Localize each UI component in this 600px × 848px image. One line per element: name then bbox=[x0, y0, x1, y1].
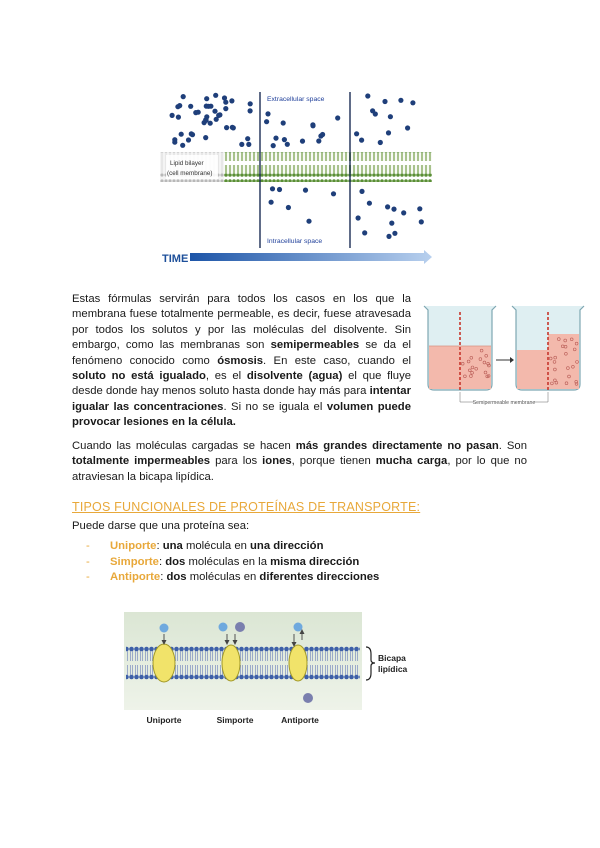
molecule bbox=[367, 201, 372, 206]
molecule bbox=[214, 117, 219, 122]
molecule bbox=[320, 132, 325, 137]
transport-type-item bbox=[86, 539, 379, 555]
molecule bbox=[398, 98, 403, 103]
text-run: , porque tienen bbox=[291, 455, 376, 468]
intro-text: Puede darse que una proteína sea: bbox=[72, 520, 250, 532]
molecule bbox=[282, 137, 287, 142]
text-run: . Si no se iguala el bbox=[223, 400, 327, 413]
molecule bbox=[179, 132, 184, 137]
molecule bbox=[356, 215, 361, 220]
bold-text: volumen puede provocar lesiones en la célula. bbox=[72, 400, 411, 429]
text-run: Estas fórmulas servirán para todos los casos en los que la membrana fuese totalmente permeable, es decir, fuese atravesada por todos los solutos y por las moléculas del disolvente. Sin embargo, como las membranas son bbox=[72, 293, 411, 352]
molecule bbox=[359, 189, 364, 194]
text-run: moléculas en la bbox=[185, 555, 271, 568]
bicapa-label-line1: Bicapa bbox=[378, 653, 406, 663]
text-run: para los bbox=[210, 455, 263, 468]
bilayer-green bbox=[224, 152, 432, 182]
molecule bbox=[265, 111, 270, 116]
bold-text: más grandes directamente no pasan bbox=[295, 440, 499, 452]
molecule bbox=[285, 142, 290, 147]
bilayer-brace bbox=[366, 647, 375, 680]
transport-type-item bbox=[86, 570, 379, 586]
molecule bbox=[382, 99, 387, 104]
bold-text: disolvente (agua) bbox=[246, 370, 343, 383]
text-run: : bbox=[160, 571, 167, 583]
bold-text: ósmosis bbox=[217, 354, 264, 367]
molecule bbox=[229, 98, 234, 103]
bold-text: misma dirección bbox=[270, 555, 360, 568]
text-run: Cuando las moléculas cargadas se hacen bbox=[72, 440, 296, 452]
molecule bbox=[417, 206, 422, 211]
molecule bbox=[273, 136, 278, 141]
simporte-label: Simporte bbox=[216, 715, 254, 725]
text-run: el que fluye desde donde hay menos soluto hasta donde hay más para bbox=[72, 370, 411, 398]
molecule bbox=[177, 103, 182, 108]
molecule bbox=[359, 138, 364, 143]
molecule bbox=[170, 113, 175, 118]
molecule bbox=[300, 139, 305, 144]
molecule bbox=[224, 125, 229, 130]
molecule bbox=[386, 130, 391, 135]
molecule bbox=[186, 137, 191, 142]
molecule bbox=[203, 135, 208, 140]
molecule bbox=[180, 143, 185, 148]
bold-text: diferentes direcciones bbox=[259, 571, 380, 583]
molecule bbox=[419, 219, 424, 224]
molecule bbox=[286, 205, 291, 210]
text-run: molécula en bbox=[182, 540, 251, 552]
molecule bbox=[362, 230, 367, 235]
bilayer-label-line1: Lipid bilayer bbox=[170, 160, 204, 167]
molecule bbox=[392, 231, 397, 236]
molecule bbox=[271, 143, 276, 148]
molecule bbox=[335, 115, 340, 120]
molecule bbox=[269, 200, 274, 205]
transport-term: Uniporte bbox=[110, 540, 157, 552]
molecule bbox=[212, 109, 217, 114]
bold-text: dos bbox=[166, 571, 187, 583]
molecule bbox=[401, 210, 406, 215]
section-heading: TIPOS FUNCIONALES DE PROTEÍNAS DE TRANSPORTE: bbox=[72, 500, 421, 514]
molecule bbox=[405, 125, 410, 130]
molecule bbox=[204, 114, 209, 119]
text-run: se da el fenómeno conocido como bbox=[72, 339, 411, 367]
molecule bbox=[316, 138, 321, 143]
list-bullet: - bbox=[86, 571, 90, 583]
molecule bbox=[239, 142, 244, 147]
paragraph-osmosis bbox=[72, 292, 411, 431]
molecule bbox=[373, 111, 378, 116]
molecule bbox=[188, 104, 193, 109]
text-run: , es el bbox=[205, 370, 247, 383]
text-run: , por lo que no atraviesan la bicapa lipídica. bbox=[72, 455, 527, 483]
molecule bbox=[277, 187, 282, 192]
bold-text: totalmente impermeables bbox=[72, 455, 211, 468]
bicapa-label-line2: lipídica bbox=[378, 664, 408, 674]
transport-types-list bbox=[86, 539, 379, 586]
molecule bbox=[189, 131, 194, 136]
bold-text: iones bbox=[262, 455, 292, 468]
time-label: TIME bbox=[162, 253, 189, 264]
uniporte-label: Uniporte bbox=[146, 715, 182, 725]
text-run: moléculas en bbox=[186, 571, 260, 583]
transport-proteins-figure bbox=[124, 612, 420, 740]
molecule bbox=[246, 142, 251, 147]
molecule bbox=[385, 204, 390, 209]
molecule bbox=[176, 115, 181, 120]
molecule bbox=[281, 120, 286, 125]
bold-text: soluto no está igualado bbox=[72, 370, 206, 383]
molecule bbox=[391, 207, 396, 212]
molecule bbox=[365, 93, 370, 98]
molecule bbox=[217, 112, 222, 117]
molecule bbox=[223, 100, 228, 105]
bold-text: semipermeables bbox=[270, 339, 360, 352]
molecule bbox=[172, 140, 177, 145]
bold-text: mucha carga bbox=[375, 455, 448, 468]
molecule bbox=[303, 188, 308, 193]
bold-text: una bbox=[162, 540, 183, 552]
molecule bbox=[204, 96, 209, 101]
molecule bbox=[248, 108, 253, 113]
molecule bbox=[378, 140, 383, 145]
molecule bbox=[354, 131, 359, 136]
bold-text: dos bbox=[165, 555, 186, 568]
molecule bbox=[181, 94, 186, 99]
molecule bbox=[388, 114, 393, 119]
transport-type-item bbox=[86, 555, 379, 571]
antiporte-label: Antiporte bbox=[281, 715, 319, 725]
molecule bbox=[213, 93, 218, 98]
list-bullet: - bbox=[86, 555, 90, 568]
text-run: : bbox=[156, 540, 163, 552]
molecule bbox=[264, 119, 269, 124]
list-bullet: - bbox=[86, 540, 90, 552]
molecule bbox=[306, 219, 311, 224]
bold-text: intentar igualar las concentraciones bbox=[72, 385, 411, 413]
molecule bbox=[270, 186, 275, 191]
paragraph-ions bbox=[72, 439, 527, 485]
transport-term: Antiporte bbox=[110, 571, 161, 583]
molecule bbox=[223, 106, 228, 111]
molecule bbox=[310, 123, 315, 128]
bold-text: una dirección bbox=[250, 540, 324, 552]
molecule bbox=[410, 100, 415, 105]
text-run: . Son bbox=[498, 440, 527, 452]
intracellular-label: Intracellular space bbox=[267, 238, 323, 245]
molecule bbox=[386, 234, 391, 239]
text-run: . En este caso, cuando el bbox=[263, 354, 412, 367]
permeability-time-figure bbox=[160, 88, 432, 264]
molecule bbox=[389, 221, 394, 226]
text-run: : bbox=[158, 555, 166, 568]
molecule bbox=[206, 104, 211, 109]
molecule bbox=[230, 125, 235, 130]
semipermeable-caption: Semipermeable membrane bbox=[472, 400, 536, 406]
time-arrow bbox=[190, 250, 432, 264]
transport-term: Simporte bbox=[110, 555, 159, 568]
osmosis-beakers-figure bbox=[420, 300, 588, 412]
molecule bbox=[248, 101, 253, 106]
bilayer-label-line2: (cell membrane) bbox=[167, 170, 213, 177]
molecule bbox=[331, 191, 336, 196]
extracellular-label: Extracellular space bbox=[267, 96, 325, 103]
molecule bbox=[245, 136, 250, 141]
molecule bbox=[193, 110, 198, 115]
